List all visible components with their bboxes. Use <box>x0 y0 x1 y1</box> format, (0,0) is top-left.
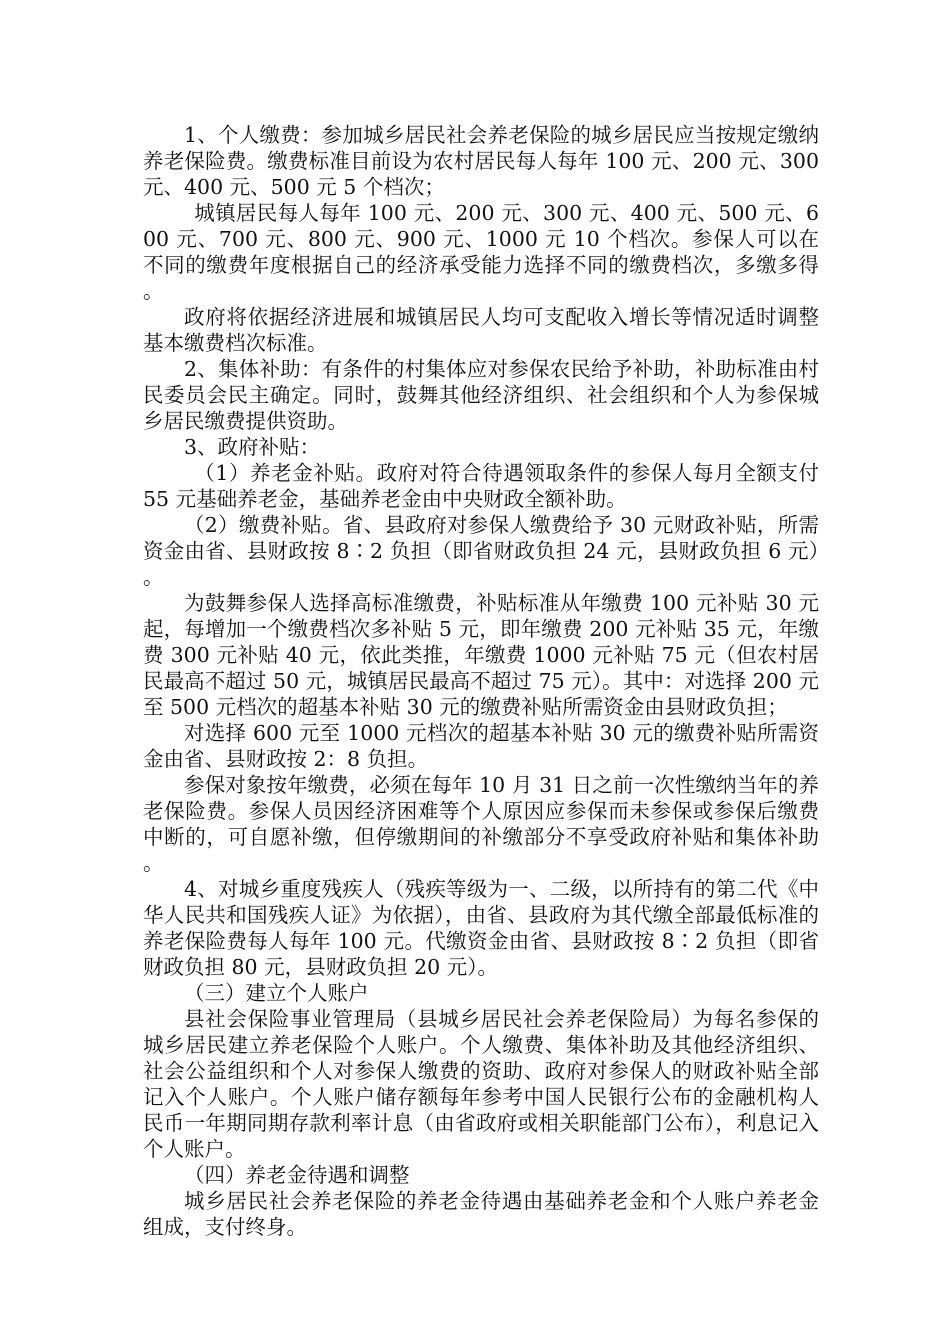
paragraph-disabled-persons: 4、对城乡重度残疾人（残疾等级为一、二级，以所持有的第二代《中华人民共和国残疾人证》为依据），由省、县政府为其代缴全部最低标准的养老保险费每人每年 100 元。代缴资金由省、县财政按 8∶2 负担（即省财政负担 80 元，县财政负担 20 元）。 <box>143 877 819 979</box>
section-heading-pension-benefits: （四）养老金待遇和调整 <box>184 1163 410 1187</box>
paragraph-adjust-standard: 政府将依据经济进展和城镇居民人均可支配收入增长等情况适时调整基本缴费档次标准。 <box>143 305 819 355</box>
document-body <box>143 122 819 1240</box>
paragraph-600-1000-tier: 对选择 600 元至 1000 元档次的超基本补贴 30 元的缴费补贴所需资金由省、县财政按 2：8 负担。 <box>143 721 819 771</box>
paragraph-personal-account: 县社会保险事业管理局（县城乡居民社会养老保险局）为每名参保的城乡居民建立养老保险个人账户。个人缴费、集体补助及其他经济组织、社会公益组织和个人对参保人缴费的资助、政府对参保人的财政补贴全部记入个人账户。个人账户储存额每年参考中国人民银行公布的金融机构人民币一年期同期存款利率计息（由省政府或相关职能部门公布），利息记入个人账户。 <box>143 1007 819 1161</box>
paragraph-government-subsidy-heading: 3、政府补贴： <box>184 435 321 459</box>
paragraph-urban-tiers: 城镇居民每人每年 100 元、200 元、300 元、400 元、500 元、600 元、700 元、800 元、900 元、1000 元 10 个档次。参保人可以在不同的缴费年度根据自己的经济承受能力选择不同的缴费档次，多缴多得。 <box>143 201 819 303</box>
section-heading-personal-account: （三）建立个人账户 <box>184 981 369 1005</box>
paragraph-collective-subsidy: 2、集体补助：有条件的村集体应对参保农民给予补助，补助标准由村民委员会民主确定。同时，鼓舞其他经济组织、社会组织和个人为参保城乡居民缴费提供资助。 <box>143 357 819 433</box>
paragraph-annual-payment: 参保对象按年缴费，必须在每年 10 月 31 日之前一次性缴纳当年的养老保险费。参保人员因经济困难等个人原因应参保而未参保或参保后缴费中断的，可自愿补缴，但停缴期间的补缴部分不享受政府补贴和集体补助。 <box>143 773 819 875</box>
paragraph-pension-subsidy: （1）养老金补贴。政府对符合待遇领取条件的参保人每月全额支付 55 元基础养老金，基础养老金由中央财政全额补助。 <box>143 461 819 511</box>
paragraph-contribution-subsidy: （2）缴费补贴。省、县政府对参保人缴费给予 30 元财政补贴，所需资金由省、县财政按 8∶2 负担（即省财政负担 24 元，县财政负担 6 元）。 <box>143 513 819 589</box>
paragraph-pension-benefits: 城乡居民社会养老保险的养老金待遇由基础养老金和个人账户养老金组成，支付终身。 <box>143 1189 819 1239</box>
paragraph-personal-contribution: 1、个人缴费：参加城乡居民社会养老保险的城乡居民应当按规定缴纳养老保险费。缴费标准目前设为农村居民每人每年 100 元、200 元、300 元、400 元、500 元 5 个档次； <box>143 123 819 199</box>
paragraph-high-standard-incentive: 为鼓舞参保人选择高标准缴费，补贴标准从年缴费 100 元补贴 30 元起，每增加一个缴费档次多补贴 5 元，即年缴费 200 元补贴 35 元，年缴费 300 元补贴 40 元，依此类推，年缴费 1000 元补贴 75 元（但农村居民最高不超过 50 元，城镇居民最高不超过 75 元）。其中：对选择 200 元至 500 元档次的超基本补贴 30 元的缴费补贴所需资金由县财政负担； <box>143 591 819 719</box>
